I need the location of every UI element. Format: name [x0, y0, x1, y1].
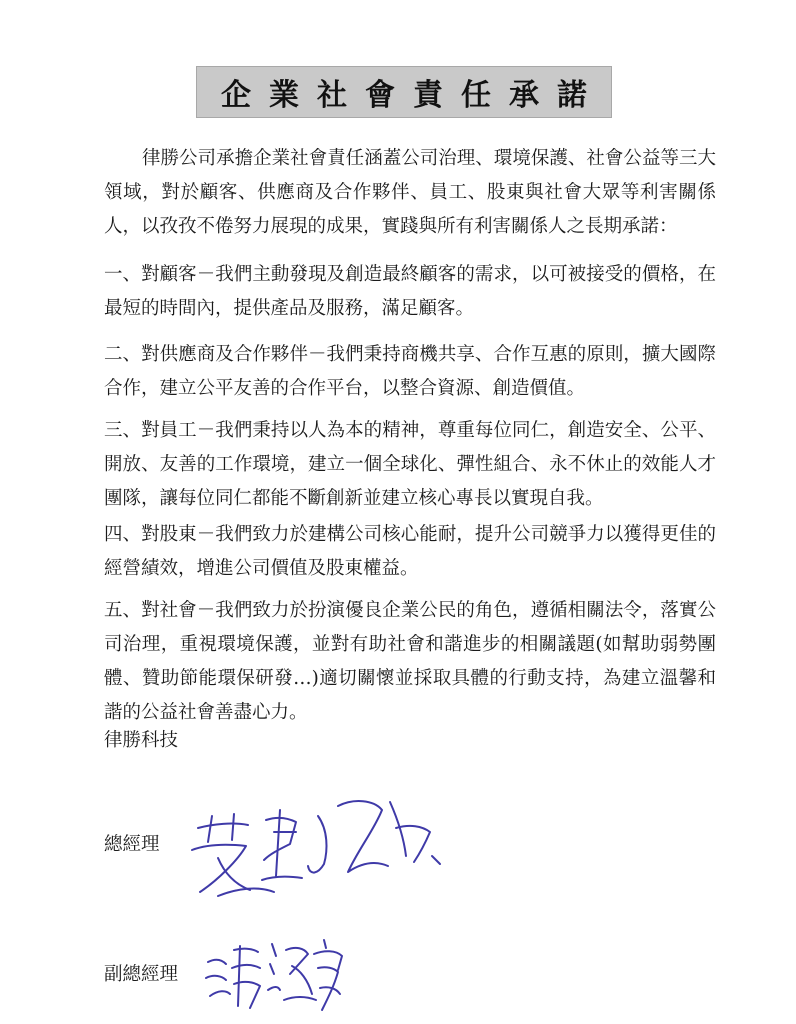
- intro-paragraph: 律勝公司承擔企業社會責任涵蓋公司治理、環境保護、社會公益等三大領域，對於顧客、供應商及合作夥伴、員工、股東與社會大眾等利害關係人，以孜孜不倦努力展現的成果，實踐與所有利害關係人之長期承諾：: [104, 148, 716, 237]
- commitment-society: 五、對社會－我們致力於扮演優良企業公民的角色，遵循相關法令，落實公司治理，重視環境保護，並對有助社會和諧進步的相關議題(如幫助弱勢團體、贊助節能環保研發…)適切關懷並採取具體的行動支持，為建立溫馨和諧的公益社會善盡心力。: [104, 600, 716, 723]
- commitment-shareholders: 四、對股東－我們致力於建構公司核心能耐，提升公司競爭力以獲得更佳的經營績效，增進公司價值及股東權益。: [104, 524, 716, 579]
- general-manager-signature: [178, 780, 448, 910]
- title-banner: [196, 66, 612, 118]
- commitment-customers: 一、對顧客－我們主動發現及創造最終顧客的需求，以可被接受的價格，在最短的時間內，提供產品及服務，滿足顧客。: [104, 264, 716, 319]
- vice-general-manager-label: 副總經理: [104, 964, 179, 985]
- company-name: 律勝科技: [104, 730, 179, 751]
- commitment-suppliers: 二、對供應商及合作夥伴－我們秉持商機共享、合作互惠的原則，擴大國際合作，建立公平友善的合作平台，以整合資源、創造價值。: [104, 344, 716, 399]
- commitment-employees: 三、對員工－我們秉持以人為本的精神，尊重每位同仁，創造安全、公平、開放、友善的工作環境，建立一個全球化、彈性組合、永不休止的效能人才團隊，讓每位同仁都能不斷創新並建立核心專長以實現自我。: [104, 420, 716, 509]
- general-manager-label: 總經理: [104, 834, 160, 855]
- vice-general-manager-signature: [200, 920, 350, 1020]
- document-title: 企業社會責任承諾: [221, 78, 605, 113]
